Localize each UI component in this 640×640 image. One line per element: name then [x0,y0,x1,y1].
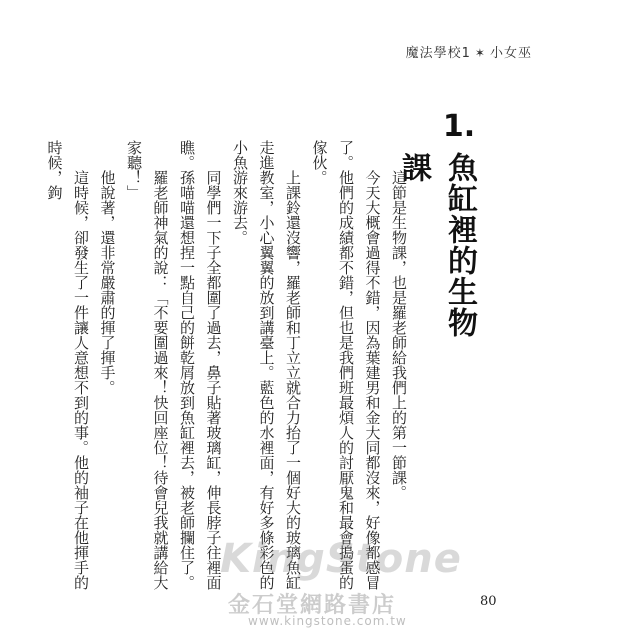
header-book-title: 小女巫 [489,46,532,61]
paragraph: 同學們一下子全都圍了過去，鼻子貼著玻璃缸，伸長脖子往裡面瞧。孫喵喵還想捏一點自己的餅乾屑放到魚缸裡去，被老師攔住了。 [178,140,223,590]
body-text [45,140,412,595]
paragraph: 這時候，卻發生了一件讓人意想不到的事。他的袖子在他揮手的時候，鉤 [45,140,90,590]
header-series: 魔法學校 [405,46,462,61]
paragraph: 今天大概會過得不錯，因為葉建男和金大同都沒來，好像都感冒了。他們的成績都不錯，但也是我們班最煩人的討厭鬼和最會搗蛋的傢伙。 [310,140,382,590]
watermark-url: www.kingstone.com.tw [248,614,407,628]
watermark-brand-zh: 金石堂網路書店 [228,592,397,618]
paragraph: 他說著，還非常嚴肅的揮了揮手。 [98,170,117,395]
star-icon: ✶ [474,46,486,60]
paragraph: 上課鈴還沒響，羅老師和丁立立就合力抬了一個好大的玻璃魚缸走進教室，小心翼翼的放到講臺上。藍色的水裡面，有好多條彩色的小魚游來游去。 [231,140,302,590]
watermark-brand: KingStone [220,536,462,582]
paragraph: 羅老師神氣的說：「不要圍過來！快回座位！待會兒我就講給大家聽！」 [125,140,170,590]
header-volume: 1 [461,46,471,61]
page-number: 80 [480,594,497,609]
chapter-title: 魚缸裡的生物課 [396,152,477,338]
running-header [406,42,532,61]
chapter-number: 1. [442,109,476,144]
paragraph: 這節是生物課，也是羅老師給我們上的第一節課。 [390,170,408,500]
